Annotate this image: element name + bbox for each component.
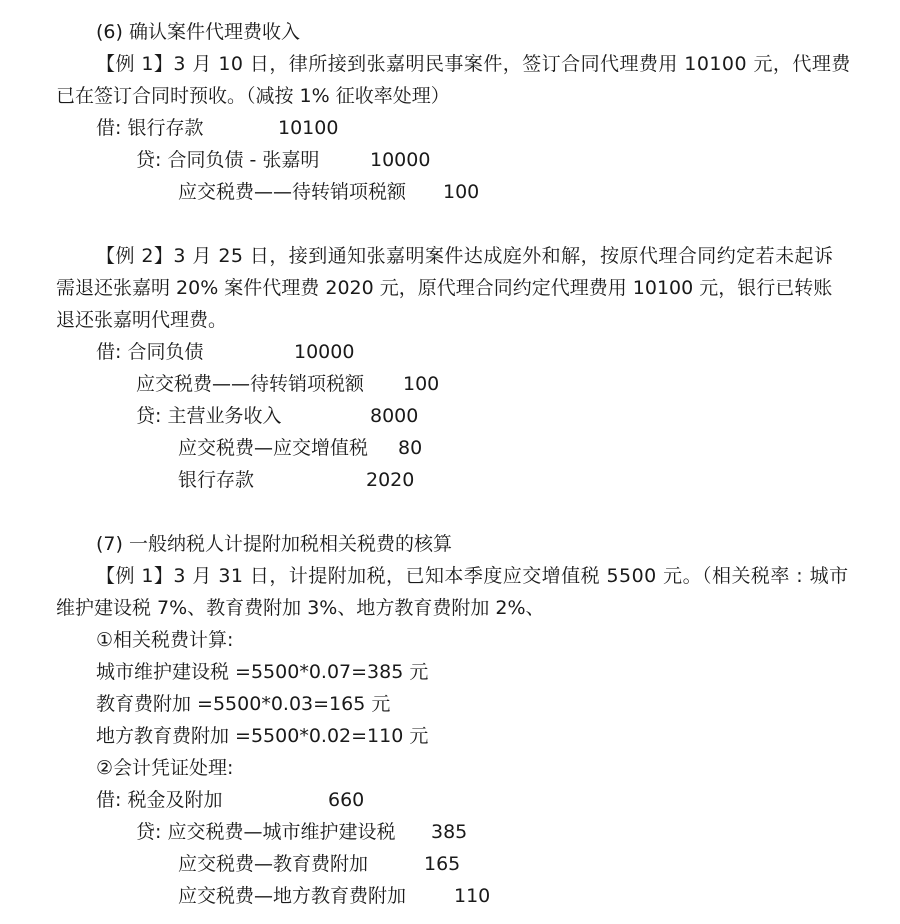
credit-amount: 8000	[370, 405, 419, 427]
credit-subline: 应交税费——待转销项税额	[178, 181, 407, 203]
example-2-line-2: 需退还张嘉明 20% 案件代理费 2020 元，原代理合同约定代理费用 10100 元，银行已转账	[56, 277, 833, 299]
debit-amount: 10000	[294, 341, 355, 363]
credit-subline: 应交税费—教育费附加	[178, 853, 369, 875]
example-1-line-1: 【例 1】3 月 31 日，计提附加税，已知本季度应交增值税 5500 元。（相关税率 : 城市	[96, 565, 849, 587]
section-6-heading: (6) 确认案件代理费收入	[96, 21, 300, 43]
debit-amount: 660	[328, 789, 365, 811]
credit-subline-amount: 80	[398, 437, 423, 459]
debit-line: 借: 合同负债	[96, 341, 204, 363]
credit-amount: 385	[431, 821, 468, 843]
section-7-heading: (7) 一般纳税人计提附加税相关税费的核算	[96, 533, 452, 555]
calc-line: 城市维护建设税 =5500*0.07=385 元	[96, 661, 429, 683]
debit-amount: 10100	[278, 117, 339, 139]
credit-amount: 10000	[370, 149, 431, 171]
credit-subline-amount: 100	[443, 181, 480, 203]
example-1-line-1: 【例 1】3 月 10 日，律所接到张嘉明民事案件，签订合同代理费用 10100 元，代理费	[96, 53, 851, 75]
calc-line: 地方教育费附加 =5500*0.02=110 元	[96, 725, 429, 747]
credit-subline: 银行存款	[178, 469, 255, 491]
credit-line: 贷: 应交税费—城市维护建设税	[136, 821, 396, 843]
example-2-line-1: 【例 2】3 月 25 日，接到通知张嘉明案件达成庭外和解，按原代理合同约定若未起诉	[96, 245, 834, 267]
debit-line: 借: 税金及附加	[96, 789, 223, 811]
debit-subline-amount: 100	[403, 373, 440, 395]
credit-line: 贷: 合同负债 - 张嘉明	[136, 149, 320, 171]
example-1-line-2: 已在签订合同时预收。（减按 1% 征收率处理）	[56, 85, 450, 107]
example-1-line-2: 维护建设税 7%、教育费附加 3%、地方教育费附加 2%、	[56, 597, 545, 619]
debit-line: 借: 银行存款	[96, 117, 204, 139]
debit-subline: 应交税费——待转销项税额	[136, 373, 365, 395]
voucher-title: ②会计凭证处理:	[96, 757, 234, 779]
calc-title: ①相关税费计算:	[96, 629, 234, 651]
credit-subline-amount: 110	[454, 885, 491, 907]
credit-subline: 应交税费—应交增值税	[178, 437, 369, 459]
credit-subline: 应交税费—地方教育费附加	[178, 885, 407, 907]
example-2-line-3: 退还张嘉明代理费。	[56, 309, 228, 331]
credit-subline-amount: 165	[424, 853, 461, 875]
credit-subline-amount: 2020	[366, 469, 415, 491]
calc-line: 教育费附加 =5500*0.03=165 元	[96, 693, 391, 715]
credit-line: 贷: 主营业务收入	[136, 405, 282, 427]
